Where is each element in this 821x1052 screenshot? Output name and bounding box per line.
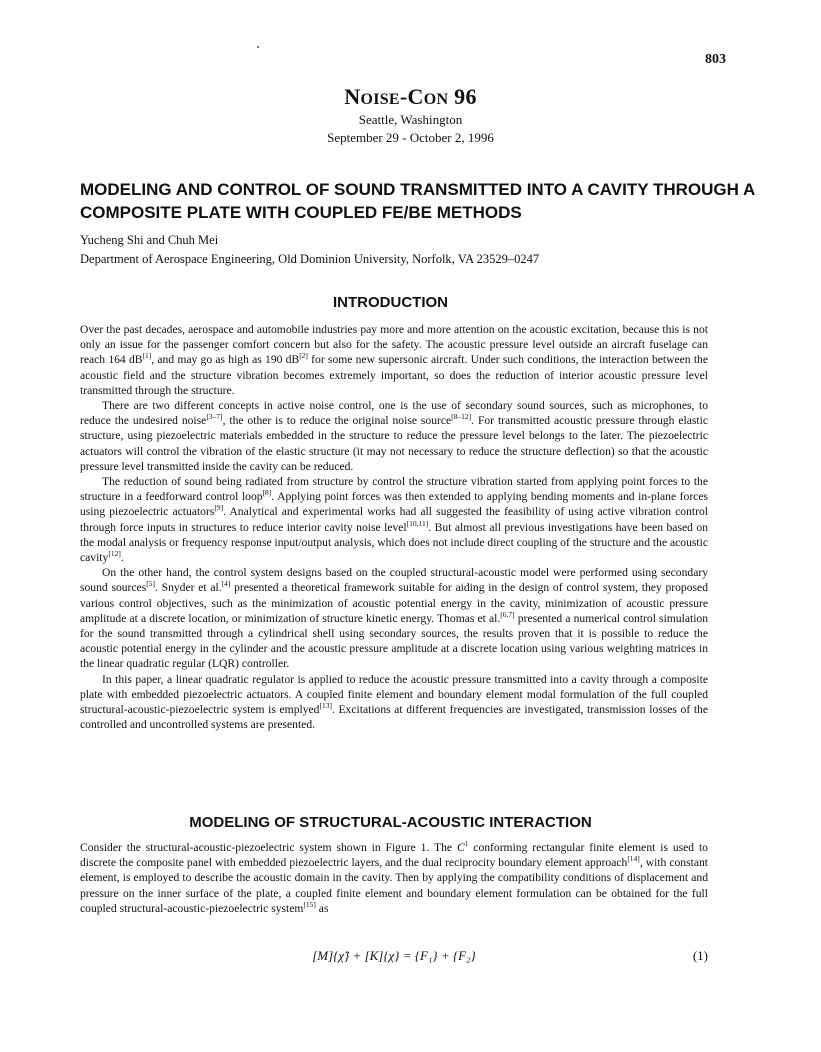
intro-paragraph-5: In this paper, a linear quadratic regulator is applied to reduce the acoustic pressure transmitted into a cavity through a composite plate with embedded piezoelectric actuators. A coupled finite element and boundary element modal formulation of the full coupled structural-acoustic-piezoelectric system is emplyed[13]. Excitations at different frequencies are investigated, transmission losses of the controlled and uncontrolled systems are presented. bbox=[80, 672, 708, 732]
intro-paragraph-2: There are two different concepts in active noise control, one is the use of secondary sound sources, such as microphones, to reduce the undesired noise[3–7], the other is to reduce the original noise source[8–12]. For transmitted acoustic pressure through elastic structure, using piezoelectric materials embedded in the structure to reduce the pressure level belongs to the later. The piezoelectric actuators will control the vibration of the elastic structure (it may not necessary to reduce the structure deflection) so that the acoustic pressure level transmitted inside the cavity can be reduced. bbox=[80, 399, 708, 473]
equation-1 bbox=[80, 948, 708, 966]
page-number: 803 bbox=[705, 52, 726, 67]
paper-title: MODELING AND CONTROL OF SOUND TRANSMITTED INTO A CAVITY THROUGH A COMPOSITE PLATE WITH COUPLED FE/BE METHODS bbox=[80, 180, 755, 222]
equation-formula: [M]{χ̈} + [K]{χ} = {F₁} + {F₂} bbox=[312, 948, 476, 963]
paper-affiliation: Department of Aerospace Engineering, Old Dominion University, Norfolk, VA 23529–0247 bbox=[80, 252, 540, 266]
modeling-body bbox=[80, 840, 708, 916]
modeling-heading: MODELING OF STRUCTURAL-ACOUSTIC INTERACTION bbox=[189, 814, 592, 831]
equation-number: (1) bbox=[692, 948, 708, 963]
intro-paragraph-1: Over the past decades, aerospace and automobile industries pay more and more attention on the acoustic excitation, because this is not only an issue for the passenger comfort concern but also for the safety. The acoustic pressure level outside an aircraft fuselage can reach 164 dB[1], and may go as high as 190 dB[2] for some new supersonic aircraft. Under such conditions, the interaction between the acoustic field and the structure vibration becomes extremely important, so does the reduction of interior acoustic pressure level transmitted through the structure. bbox=[80, 323, 708, 397]
introduction-heading: INTRODUCTION bbox=[333, 294, 448, 311]
conference-dates: September 29 - October 2, 1996 bbox=[327, 130, 494, 145]
scan-speck bbox=[257, 46, 259, 48]
modeling-paragraph-1: Consider the structural-acoustic-piezoelectric system shown in Figure 1. The $C^1$ conforming rectangular finite element is used to discrete the composite panel with embedded piezoelectric layers, and the dual reciprocity boundary element approach[14], with constant element, is employed to describe the acoustic domain in the cavity. Then by applying the compatibility conditions of displacement and pressure on the inner surface of the plate, a coupled finite element and boundary element formulation can be obtained for the full coupled structural-acoustic-piezoelectric system[15] as bbox=[80, 839, 708, 915]
introduction-body bbox=[80, 322, 708, 732]
paper-authors: Yucheng Shi and Chuh Mei bbox=[80, 233, 219, 247]
intro-paragraph-3: The reduction of sound being radiated from structure by control the structure vibration started from applying point forces to the structure in a feedforward control loop[8]. Applying point forces was then extended to applying bending moments and in-plane forces using piezoelectric actuators[9]. Analytical and experimental works had all suggested the feasibility of using active vibration control through force inputs in structures to reduce interior cavity noise level[10,11]. But almost all previous investigations have been based on the modal analysis or frequency response input/output analysis, which does not include direct coupling of the structure and the acoustic cavity[12]. bbox=[80, 475, 708, 565]
conference-title: NOISE-CON 96 bbox=[344, 84, 477, 109]
intro-paragraph-4: On the other hand, the control system designs based on the coupled structural-acoustic model were performed using secondary sound sources[5]. Snyder et al.[4] presented a theoretical framework suitable for aiding in the design of control system, they proposed various control objectives, such as the minimization of acoustic potential energy in the cavity, minimization of acoustic pressure amplitude at a discrete location, or minimization of structure kinetic energy. Thomas et al.[6,7] presented a numerical control simulation for the sound transmitted through a cylindrical shell using secondary sources, the results proven that it is possible to reduce the acoustic potential energy in the cylinder and the acoustic pressure amplitude at a discrete location using various weighting matrices in the linear quadratic regular (LQR) controller. bbox=[80, 566, 709, 671]
conference-location: Seattle, Washington bbox=[358, 112, 463, 127]
